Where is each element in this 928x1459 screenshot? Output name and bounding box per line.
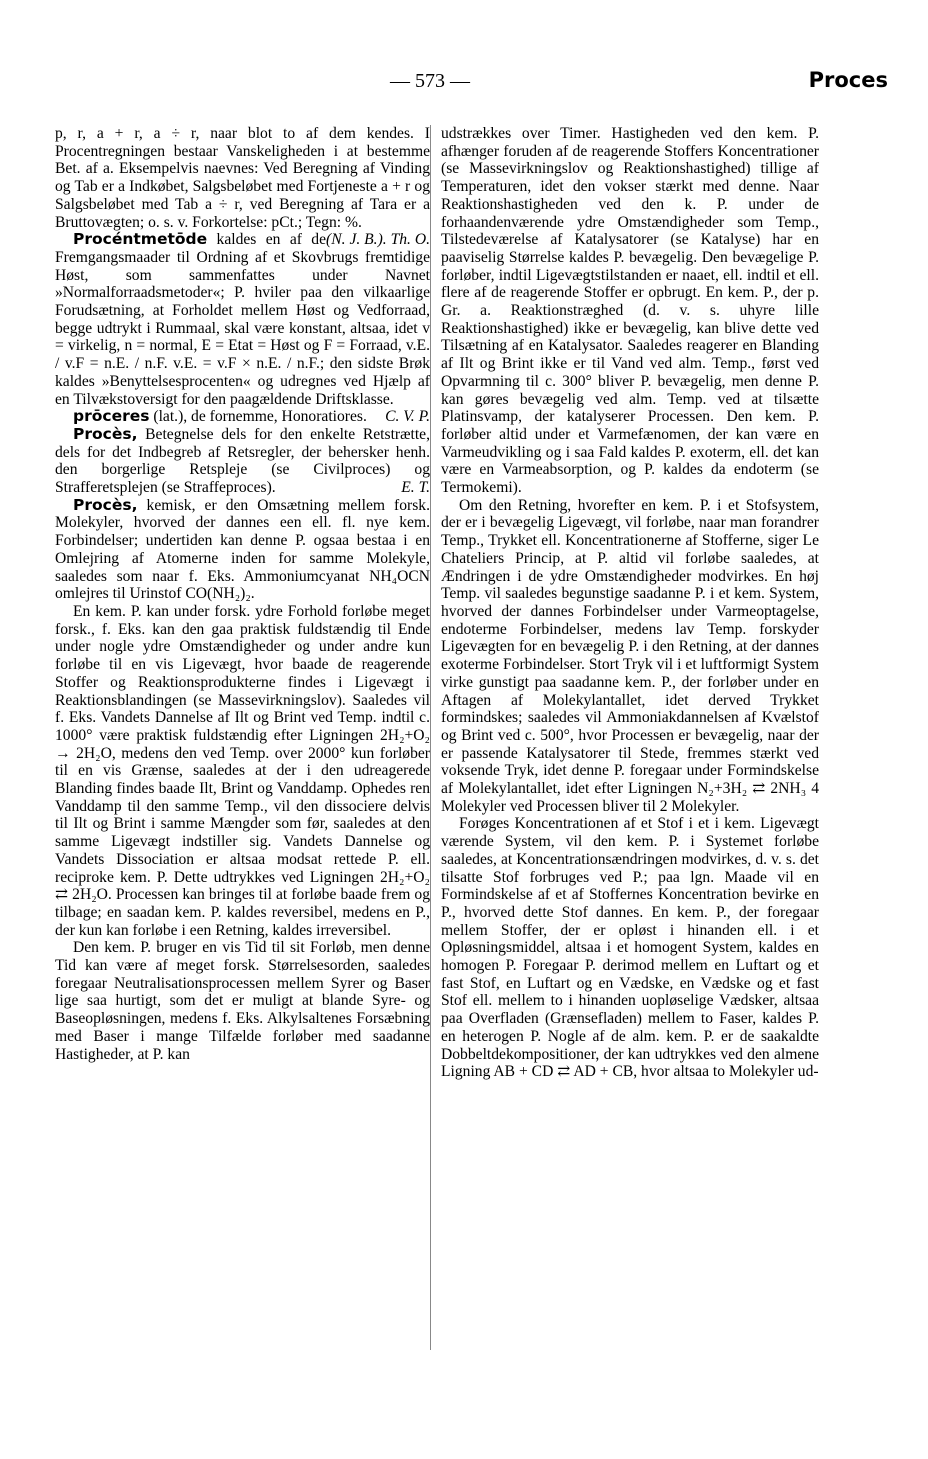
paragraph-text: (lat.), de fornemme, Honoratiores.: [153, 408, 367, 426]
entry-proces-chemical: [55, 497, 430, 603]
headword: Procès,: [73, 495, 138, 514]
paragraph: udstrækkes over Timer. Hastigheden ved den kem. P. afhænger foruden af de reagerende Stoffers Koncentrationer (se Massevirkningslov og Reaktionshastighed) tillige af Temperaturen, idet den vokser stærkt med denne. Naar Reaktionshastigheden ved den k. P. under de forhaandenværende ydre Omstændigheder som Temp., Tilstedeværelse af Katalysatorer (se Katalyse) har en paaviselig Størrelse kaldes P. bevægelig. Den bevægelige P. forløber, indtil Ligevægtstilstanden er naaet, ell. indtil et ell. flere af de reagerende Stoffer er opbrugt. En kem. P., der p. Gr. a. Reaktionstræghed (d. v. s. uhyre lille Reaktionshastighed) ikke er bevægelig, kan blive dette ved Tilsætning af en Katalysator. Saaledes reagerer en Blanding af Ilt og Brint ikke er til Vand ved alm. Temp., først ved Opvarmning til c. 300° bliver P. bevægelig, men denne P. kan gøres bevægelig ved alm. Temp. ved at tilsætte Platinsvamp, der katalyserer Processen. Den kem. P. forløber altid under et Varmefænomen, der kan være en Varmeudvikling og i saa Fald kaldes P. exoterm, ell. det kan være en Varmeabsorption, og P. kaldes da endoterm (se Termokemi).: [441, 125, 819, 497]
headword: prōceres: [73, 407, 150, 426]
paragraph: Den kem. P. bruger en vis Tid til sit Forløb, men denne Tid kan være af meget forsk. Størrelsesorden, saaledes foregaar Neutralisationsprocessen mellem Syrer og Baser lige saa hurtigt, som det er muligt at blande Syre- og Baseopløsningen, medens f. Eks. Alkylsaltenes Forsæbning med Baser i mange Tilfælde forløber med saadanne Hastigheder, at P. kan: [55, 939, 430, 1063]
entry-proces-legal: [55, 426, 430, 497]
paragraph-text: kaldes en af de Fremgangsmaader til Ordning af et Skovbrugs fremtidige Høst, som sammenfattes under Navnet »Normalforraadsmetoder«; P. hviler paa den vilkaarlige Forudsætning, at Forholdet mellem Høst og Vedforraad, begge udtrykt i Rummaal, skal være konstant, altsaa, idet v = virkelig, n = normal, E = Etat = Høst og F = Forraad, v.E. / v.F = n.E. / n.F. v.E. = v.F × n.E. / n.F.; den sidste Brøk kaldes »Benyttelsesprocenten« og udregnes ved Hjælp af en Tilvækstoversigt for den paagældende Driftsklasse.: [55, 231, 430, 408]
signature: C. V. P.: [385, 408, 430, 426]
paragraph: Forøges Koncentrationen af et Stof i et i kem. Ligevægt værende System, vil den kem. P. i Systemet forløbe saaledes, at Koncentrationsændringen modvirkes, d. v. s. det tilsatte Stof forbruges ved P.; paa lgn. Maade vil en Formindskelse af et af Stoffernes Koncentration bevirke en P., hvorved dette Stof dannes. En kem. P., der foregaar mellem Stoffer, der er opløst i hinanden ell. i et Opløsningsmiddel, altsaa i et homogent System, kaldes en homogen P. Foregaar P. derimod mellem en Luftart og et fast Stof, en Luftart og en Vædske, en Vædske og et fast Stof ell. mellem to i hinanden uopløselige Vædsker, altsaa paa Overfladen (Grænsefladen) mellem to Faser, kaldes P. en heterogen P. Nogle af de alm. kem. P. er de saakaldte Dobbeltdekompositioner, der kan udtrykkes ved den almene Ligning AB + CD ⇄ AD + CB, hvor altsaa to Molekyler ud-: [441, 815, 819, 1081]
paragraph: Om den Retning, hvorefter en kem. P. i et Stofsystem, der er i bevægelig Ligevægt, vil forløbe, naar man forandrer Temp., Trykket ell. Koncentrationerne af Stofferne, siger Le Chateliers Princip, at P. altid vil forløbe saaledes, at Ændringen i de ydre Omstændigheder modvirkes. En høj Temp. vil saaledes begunstige saadanne P. i et kem. System, hvorved der dannes Forbindelser under Varmeoptagelse, endoterme Forbindelser, medens lav Temp. forskyder Ligevægten for en bevægelig P. i den Retning, at der dannes exoterme Forbindelser. Stort Tryk vil i et luftformigt System virke gunstigt paa saadanne kem. P., der forløber under en Aftagen af Molekylantallet, idet derved Trykket formindskes; saaledes vil Ammoniakdannelsen af Kvælstof og Brint ved c. 500°, hvor Processen er bevægelig, naar der er passende Katalysatorer til Stede, fremmes stærkt ved voksende Tryk, idet denne P. foregaar under Formindskelse af Molekylantallet, idet efter Ligningen N₂+3H₂ ⇄ 2NH₃ 4 Molekyler ved Processen bliver til 2 Molekyler.: [441, 496, 819, 815]
paragraph-text: Betegnelse dels for den enkelte Retstrætte, dels for det Indbegreb af Retsregler, der behersker henh. den borgerlige Retspleje (se Civilproces) og Strafferetsplejen (se Straffeproces).: [55, 425, 430, 497]
paragraph-text: kemisk, er den Omsætning mellem forsk. Molekyler, hvorved der dannes een ell. fl. nye kem. Forbindelser; undertiden kan denne P. ogsaa bestaa i en Omlejring af Atomerne inden for samme Molekyle, saaledes som naar f. Eks. Ammoniumcyanat NH₄OCN omlejres til Urinstof CO(NH₂)₂.: [55, 496, 430, 603]
column-divider: [430, 125, 431, 1350]
signature: (N. J. B.). Th. O.: [326, 231, 430, 249]
paragraph-text: p, r, a + r, a ÷ r, naar blot to af dem kendes. I Procentregningen bestaar Vanskeligheden i at bestemme Bet. af a. Eksempelvis naevnes: Ved Beregning af Vinding og Tab er a Indkøbet, Salgsbeløbet med Fortjeneste a + r og Salgsbeløbet med Tab a ÷ r, ved Beregning af Tara er a Bruttovægten; o. s. v. Forkortelse: pCt.; Tegn: %.: [55, 125, 430, 231]
page-number: — 573 —: [390, 70, 470, 92]
signature: E. T.: [401, 479, 430, 497]
left-column: [55, 125, 430, 1063]
page-keyword: Proces: [808, 68, 888, 92]
headword: Procéntmetōde: [73, 230, 208, 249]
page-header: [0, 0, 928, 100]
headword: Procès,: [73, 424, 138, 443]
paragraph: En kem. P. kan under forsk. ydre Forhold forløbe meget forsk., f. Eks. kan den gaa praktisk fuldstændig til Ende under nogle ydre Omstændigheder og under andre kun forløbe til en vis Ligevægt, hvor baade de reagerende Stoffer og Reaktionsprodukterne findes i Ligevægt i Reaktionsblandingen (se Massevirkningslov). Saaledes vil f. Eks. Vandets Dannelse af Ilt og Brint ved Temp. indtil c. 1000° være praktisk fuldstændig efter Ligningen 2H₂+O₂ → 2H₂O, medens den ved Temp. over 2000° kun forløber til en vis Grænse, saaledes at der i den udreagerede Blanding findes baade Ilt, Brint og Vanddamp. Ophedes ren Vanddamp til den samme Temp., vil den dissociere delvis til Ilt og Brint i samme Mængder som før, saaledes at den samme Ligevægt indstiller sig. Vandets Dannelse og Vandets Dissociation er altsaa modsat rettede P. ell. reciproke kem. P. Dette udtrykkes ved Ligningen 2H₂+O₂ ⇄ 2H₂O. Processen kan bringes til at forløbe baade frem og tilbage; en saadan kem. P. kaldes reversibel, medens en P., der kun kan forløbe i een Retning, kaldes irreversibel.: [55, 602, 430, 939]
right-column: [441, 125, 819, 1081]
